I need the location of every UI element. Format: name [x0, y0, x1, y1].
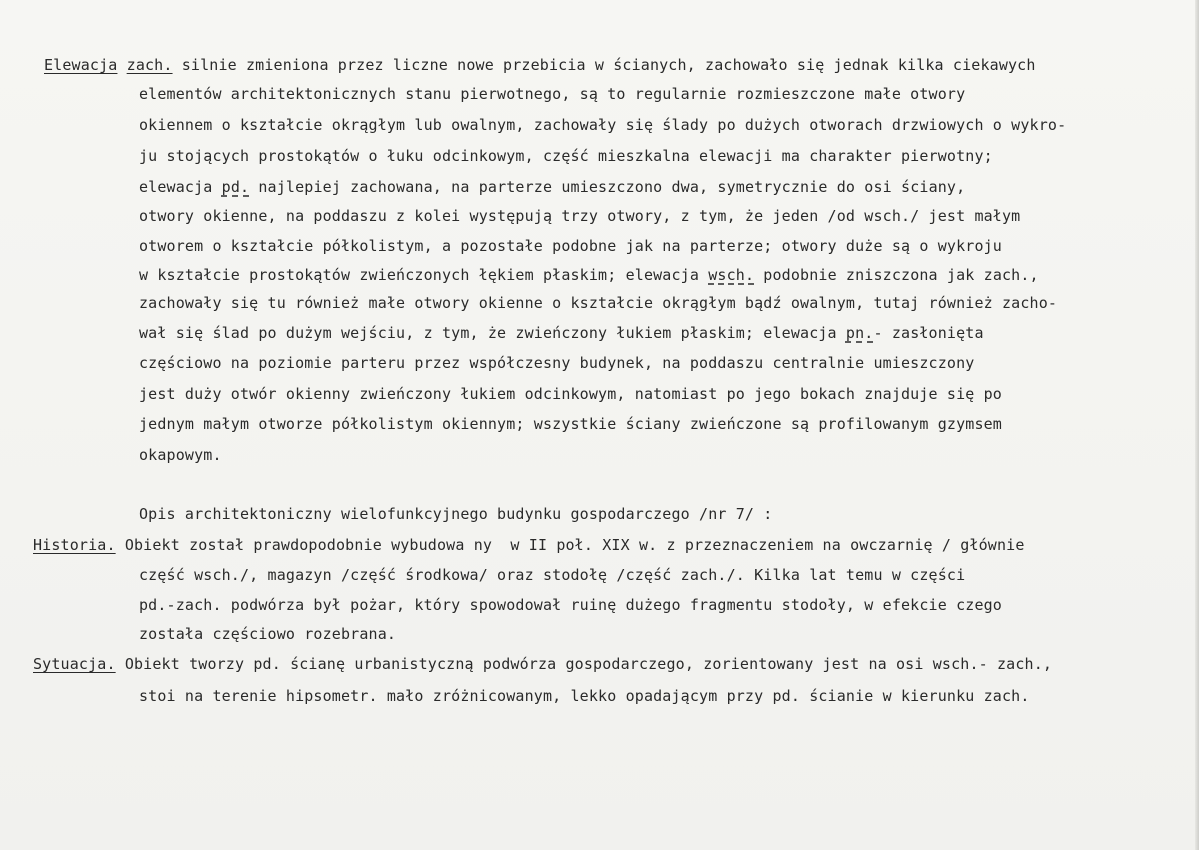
section-label-historia: Historia.: [33, 536, 116, 554]
section-label-elewacja: Elewacja: [44, 56, 118, 74]
text-span: wał się ślad po dużym wejściu, z tym, że zwieńczony łukiem płaskim; elewacja: [139, 324, 846, 342]
underlined-term-pd: pd.: [221, 178, 250, 196]
elewacja-line-2: elementów architektonicznych stanu pierwotnego, są to regularnie rozmieszczone małe otwory: [139, 85, 966, 103]
sytuacja-line-1: [33, 654, 1052, 674]
elewacja-line-13: jednym małym otworze półkolistym okiennym; wszystkie ściany zwieńczone są profilowanym gzymsem: [139, 415, 1002, 433]
underlined-term-pn: pn.: [845, 324, 874, 342]
elewacja-line-7: otworem o kształcie półkolistym, a pozostałe podobne jak na parterze; otwory duże są o wykroju: [139, 237, 1002, 255]
elewacja-line-6: otwory okienne, na poddaszu z kolei występują trzy otwory, z tym, że jeden /od wsch./ jest małym: [139, 207, 1021, 225]
elewacja-line-9: zachowały się tu również małe otwory okienne o kształcie okrągłym bądź owalnym, tutaj również zacho-: [139, 294, 1058, 312]
sytuacja-line-2: stoi na terenie hipsometr. mało zróżnicowanym, lekko opadającym przy pd. ścianie w kierunku zach.: [139, 687, 1030, 705]
elewacja-line-1: [44, 55, 1036, 75]
historia-line-1: [33, 535, 1025, 555]
text-span: silnie zmieniona przez liczne nowe przebicia w ścianych, zachowało się jednak kilka ciekawych: [172, 56, 1036, 74]
text-span: Obiekt został prawdopodobnie wybudowa ny w II poł. XIX w. z przeznaczeniem na owczarnię / głównie: [115, 536, 1025, 554]
elewacja-line-14: okapowym.: [139, 446, 222, 464]
elewacja-line-12: jest duży otwór okienny zwieńczony łukiem odcinkowym, natomiast po jego bokach znajduje się po: [139, 385, 1002, 403]
section-heading: Opis architektoniczny wielofunkcyjnego budynku gospodarczego /nr 7/ :: [139, 505, 773, 523]
elewacja-line-10: [139, 323, 984, 343]
historia-line-3: pd.-zach. podwórza był pożar, który spowodował ruinę dużego fragmentu stodoły, w efekcie czego: [139, 596, 1002, 614]
paper-edge: [1195, 0, 1199, 850]
text-span: - zasłonięta: [873, 324, 984, 342]
text-span: podobnie zniszczona jak zach.,: [754, 266, 1039, 284]
text-span: elewacja: [139, 178, 222, 196]
text-span: w kształcie prostokątów zwieńczonych łękiem płaskim; elewacja: [139, 266, 709, 284]
text-span: najlepiej zachowana, na parterze umieszczono dwa, symetrycznie do osi ściany,: [249, 178, 966, 196]
elewacja-line-3: okiennem o kształcie okrągłym lub owalnym, zachowały się ślady po dużych otworach drzwiowych o wykro-: [139, 116, 1067, 134]
underlined-term-wsch: wsch.: [708, 266, 755, 284]
underlined-term-zach: zach.: [126, 56, 173, 74]
text-span: Obiekt tworzy pd. ścianę urbanistyczną podwórza gospodarczego, zorientowany jest na osi wsch.- zach.,: [115, 655, 1053, 673]
section-label-sytuacja: Sytuacja.: [33, 655, 116, 673]
historia-line-2: część wsch./, magazyn /część środkowa/ oraz stodołę /część zach./. Kilka lat temu w części: [139, 566, 966, 584]
elewacja-line-5: [139, 177, 965, 197]
historia-line-4: została częściowo rozebrana.: [139, 625, 397, 643]
elewacja-line-11: częściowo na poziomie parteru przez współczesny budynek, na poddaszu centralnie umieszczony: [139, 354, 975, 372]
elewacja-line-4: ju stojących prostokątów o łuku odcinkowym, część mieszkalna elewacji ma charakter pierwotny;: [139, 147, 993, 165]
elewacja-line-8: [139, 265, 1039, 285]
